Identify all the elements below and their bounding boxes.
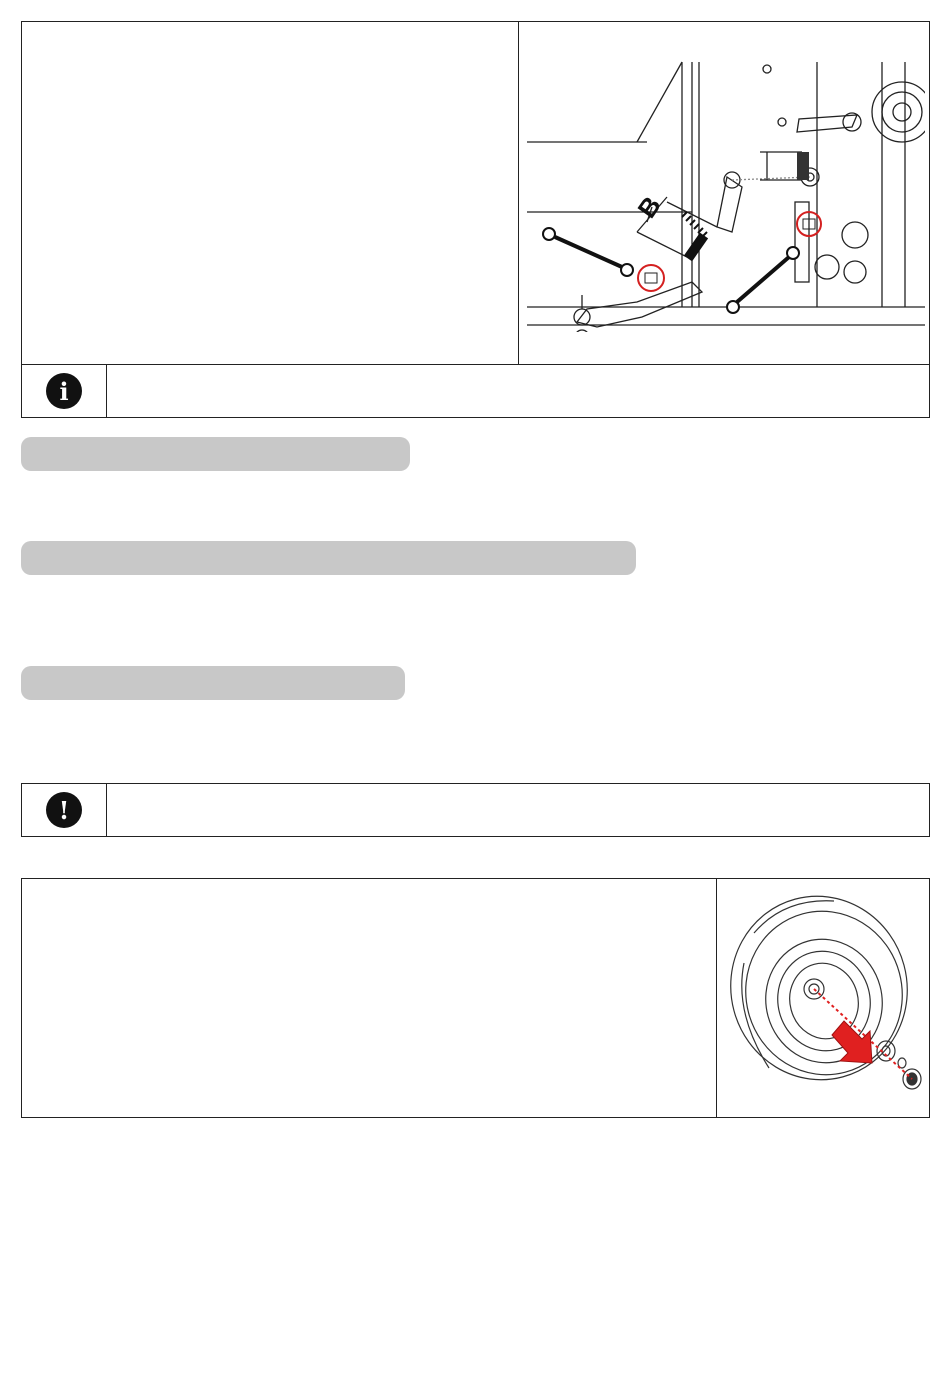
info-note-text [118, 365, 919, 417]
spring-adjustment-drawing [527, 57, 925, 332]
wheel-text-cell [22, 879, 716, 1117]
warning-icon-cell [22, 784, 106, 836]
warning-note-divider [106, 784, 107, 836]
spring-adjustment-illustration [527, 57, 925, 332]
info-note-box [21, 364, 930, 418]
warning-note-text [118, 784, 919, 836]
info-icon-cell [22, 365, 106, 417]
section-heading-3 [21, 666, 405, 700]
info-note-divider [106, 365, 107, 417]
wheel-figure-box [21, 878, 930, 1118]
removal-arrow-icon [832, 1021, 872, 1063]
wheel-cell-divider [716, 879, 717, 1117]
info-icon: i [46, 373, 82, 409]
wheel-removal-illustration [724, 893, 924, 1105]
top-text-cell [22, 22, 518, 364]
section-heading-1 [21, 437, 410, 471]
section-heading-2 [21, 541, 636, 575]
callout-letter-b: B [631, 190, 667, 224]
top-figure-box [21, 21, 930, 365]
warning-note-box [21, 783, 930, 837]
top-cell-divider [518, 22, 519, 364]
wheel-removal-drawing [724, 893, 924, 1105]
exclamation-icon: ! [46, 792, 82, 828]
